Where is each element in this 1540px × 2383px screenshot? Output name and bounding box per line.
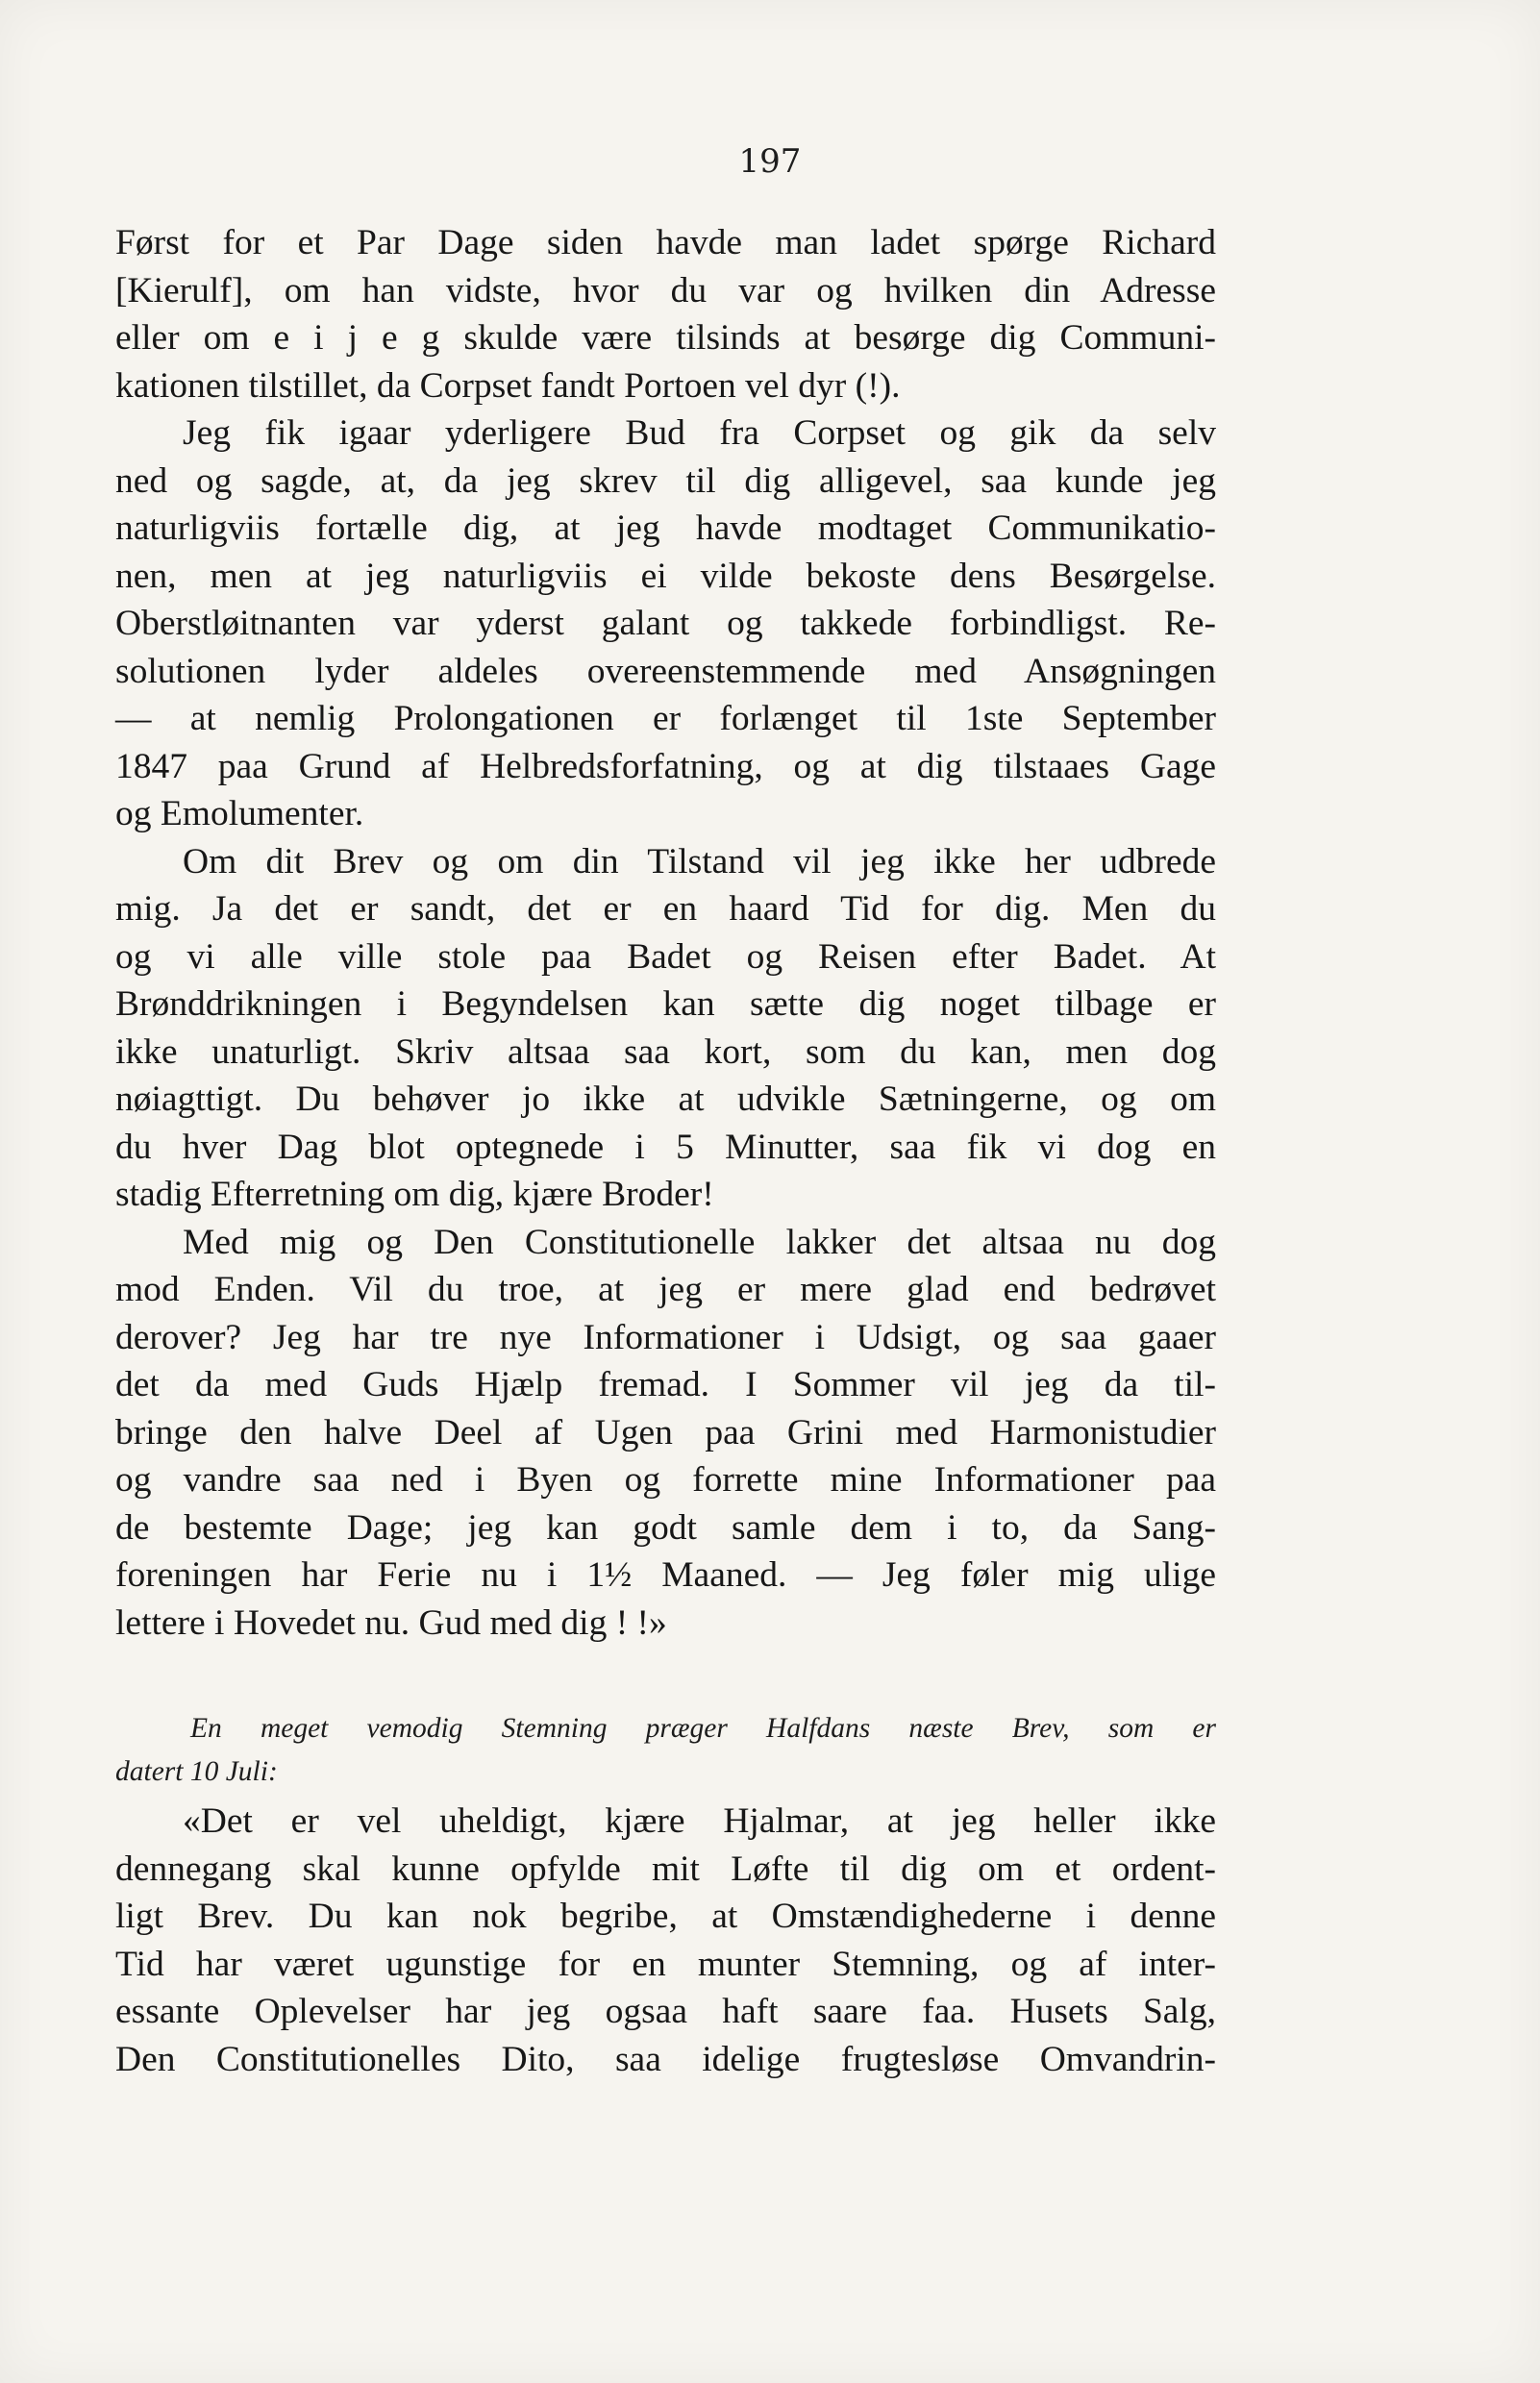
text-line: nen, men at jeg naturligviis ei vilde bekoste dens Besørgelse.: [115, 556, 1216, 596]
text-line: kationen tilstillet, da Corpset fandt Portoen vel dyr (!).: [115, 365, 901, 406]
text-line: Brønddrikningen i Begyndelsen kan sætte dig noget tilbage er: [115, 984, 1216, 1024]
text-line: ligt Brev. Du kan nok begribe, at Omstændighederne i denne: [115, 1897, 1216, 1936]
text-line: du hver Dag blot optegnede i 5 Minutter, saa fik vi dog en: [115, 1127, 1216, 1167]
text-line: essante Oplevelser har jeg ogsaa haft saare faa. Husets Salg,: [115, 1992, 1216, 2031]
text-line: det da med Guds Hjælp fremad. I Sommer vil jeg da til-: [115, 1365, 1216, 1404]
text-line: — at nemlig Prolongationen er forlænget til 1ste September: [115, 699, 1216, 738]
text-line: mig. Ja det er sandt, det er en haard Tid for dig. Men du: [115, 889, 1216, 929]
text-line: derover? Jeg har tre nye Informationer i Udsigt, og saa gaaer: [115, 1317, 1216, 1357]
text-line: stadig Efterretning om dig, kjære Broder!: [115, 1175, 714, 1214]
text-line: Tid har været ugunstige for en munter Stemning, og af inter-: [115, 1944, 1216, 1984]
page-number: 197: [738, 142, 802, 181]
text-line: foreningen har Ferie nu i 1½ Maaned. — Jeg føler mig ulige: [115, 1555, 1216, 1595]
text-line: 1847 paa Grund af Helbredsforfatning, og at dig tilstaaes Gage: [115, 746, 1216, 786]
text-line: Først for et Par Dage siden havde man ladet spørge Richard: [115, 223, 1216, 262]
text-line: naturligviis fortælle dig, at jeg havde modtaget Communikatio-: [115, 509, 1216, 548]
text-line: de bestemte Dage; jeg kan godt samle dem i to, da Sang-: [115, 1507, 1216, 1548]
text-line: ikke unaturligt. Skriv altsaa saa kort, som du kan, men dog: [115, 1031, 1216, 1072]
body-text-part2: [115, 1798, 1216, 2083]
text-line: Om dit Brev og om din Tilstand vil jeg ikke her udbrede: [183, 841, 1216, 881]
text-line: Den Constitutionelles Dito, saa idelige frugtesløse Omvandrin-: [115, 2039, 1216, 2079]
text-line: ned og sagde, at, da jeg skrev til dig alligevel, saa kunde jeg: [115, 460, 1216, 501]
editorial-caption: [115, 1707, 1216, 1794]
text-line: solutionen lyder aldeles overeenstemmende med Ansøgningen: [115, 651, 1216, 691]
text-line: Oberstløitnanten var yderst galant og takkede forbindligst. Re-: [115, 604, 1216, 643]
text-line: bringe den halve Deel af Ugen paa Grini med Harmonistudier: [115, 1412, 1216, 1452]
text-line: og vandre saa ned i Byen og forrette mine Informationer paa: [115, 1460, 1216, 1500]
text-line: [Kierulf], om han vidste, hvor du var og hvilken din Adresse: [115, 270, 1216, 310]
text-line: eller om e i j e g skulde være tilsinds at besørge dig Communi-: [115, 318, 1216, 358]
text-line: Jeg fik igaar yderligere Bud fra Corpset og gik da selv: [183, 413, 1216, 453]
text-line: lettere i Hovedet nu. Gud med dig ! !»: [115, 1602, 667, 1643]
caption-line: En meget vemodig Stemning præger Halfdans næste Brev, som er: [190, 1713, 1216, 1744]
text-line: «Det er vel uheldigt, kjære Hjalmar, at jeg heller ikke: [183, 1801, 1216, 1841]
text-line: nøiagttigt. Du behøver jo ikke at udvikle Sætningerne, og om: [115, 1080, 1216, 1119]
caption-line: datert 10 Juli:: [115, 1756, 278, 1787]
text-line: og Emolumenter.: [115, 794, 364, 833]
text-line: Med mig og Den Constitutionelle lakker det altsaa nu dog: [183, 1222, 1216, 1262]
text-line: og vi alle ville stole paa Badet og Reisen efter Badet. At: [115, 936, 1216, 977]
body-text-part1: [115, 219, 1216, 1647]
text-line: mod Enden. Vil du troe, at jeg er mere glad end bedrøvet: [115, 1270, 1216, 1309]
text-line: dennegang skal kunne opfylde mit Løfte til dig om et ordent-: [115, 1849, 1216, 1889]
